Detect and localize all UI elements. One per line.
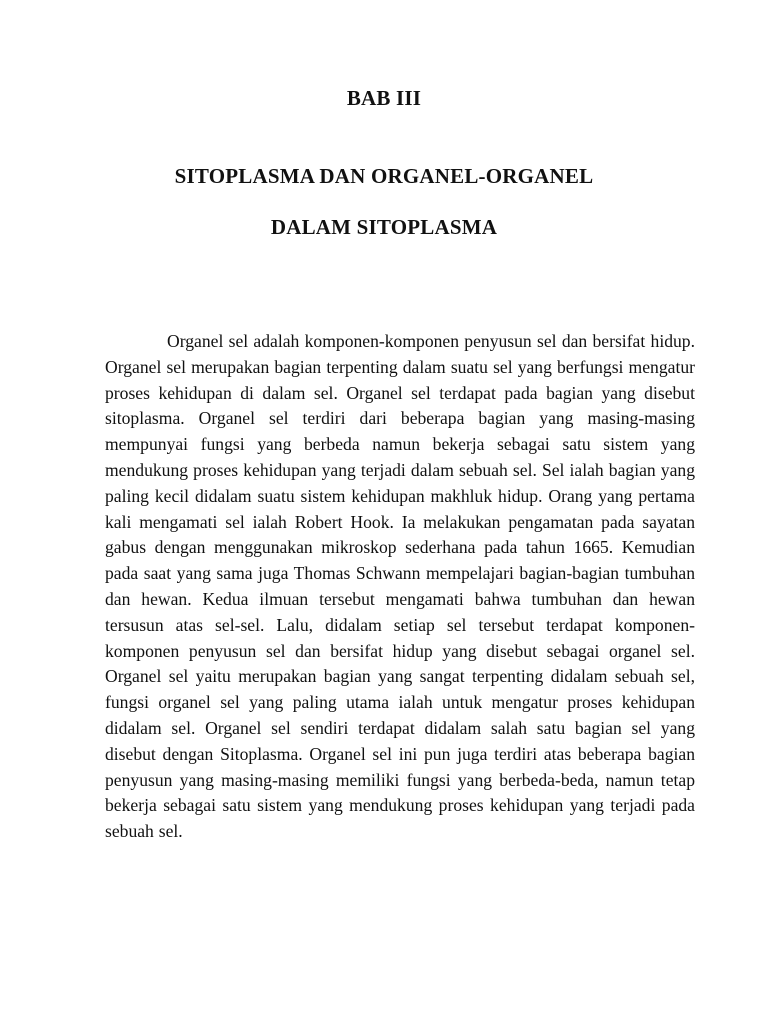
chapter-heading: BAB III	[346, 86, 422, 110]
chapter-title-line-1: SITOPLASMA DAN ORGANEL-ORGANEL	[174, 164, 594, 188]
chapter-title-line-2: DALAM SITOPLASMA	[270, 215, 498, 239]
body-paragraph: Organel sel adalah komponen-komponen penyusun sel dan bersifat hidup. Organel sel merupakan bagian terpenting dalam suatu sel yang berfungsi mengatur proses kehidupan di dalam sel. Organel sel terdapat pada bagian yang disebut sitoplasma. Organel sel terdiri dari beberapa bagian yang masing-masing mempunyai fungsi yang berbeda namun bekerja sebagai satu sistem yang mendukung proses kehidupan yang terjadi dalam sebuah sel. Sel ialah bagian yang paling kecil didalam suatu sistem kehidupan makhluk hidup. Orang yang pertama kali mengamati sel ialah Robert Hook. Ia melakukan pengamatan pada sayatan gabus dengan menggunakan mikroskop sederhana pada tahun 1665. Kemudian pada saat yang sama juga Thomas Schwann mempelajari bagian-bagian tumbuhan dan hewan. Kedua ilmuan tersebut mengamati bahwa tumbuhan dan hewan tersusun atas sel-sel. Lalu, didalam setiap sel tersebut terdapat komponen-komponen penyusun sel dan bersifat hidup yang disebut sebagai organel sel. Organel sel yaitu merupakan bagian yang sangat terpenting didalam sebuah sel, fungsi organel sel yang paling utama ialah untuk mengatur proses kehidupan didalam sel. Organel sel sendiri terdapat didalam salah satu bagian sel yang disebut dengan Sitoplasma. Organel sel ini pun juga terdiri atas beberapa bagian penyusun yang masing-masing memiliki fungsi yang berbeda-beda, namun tetap bekerja sebagai satu sistem yang mendukung proses kehidupan yang terjadi pada sebuah sel.	[105, 331, 695, 842]
